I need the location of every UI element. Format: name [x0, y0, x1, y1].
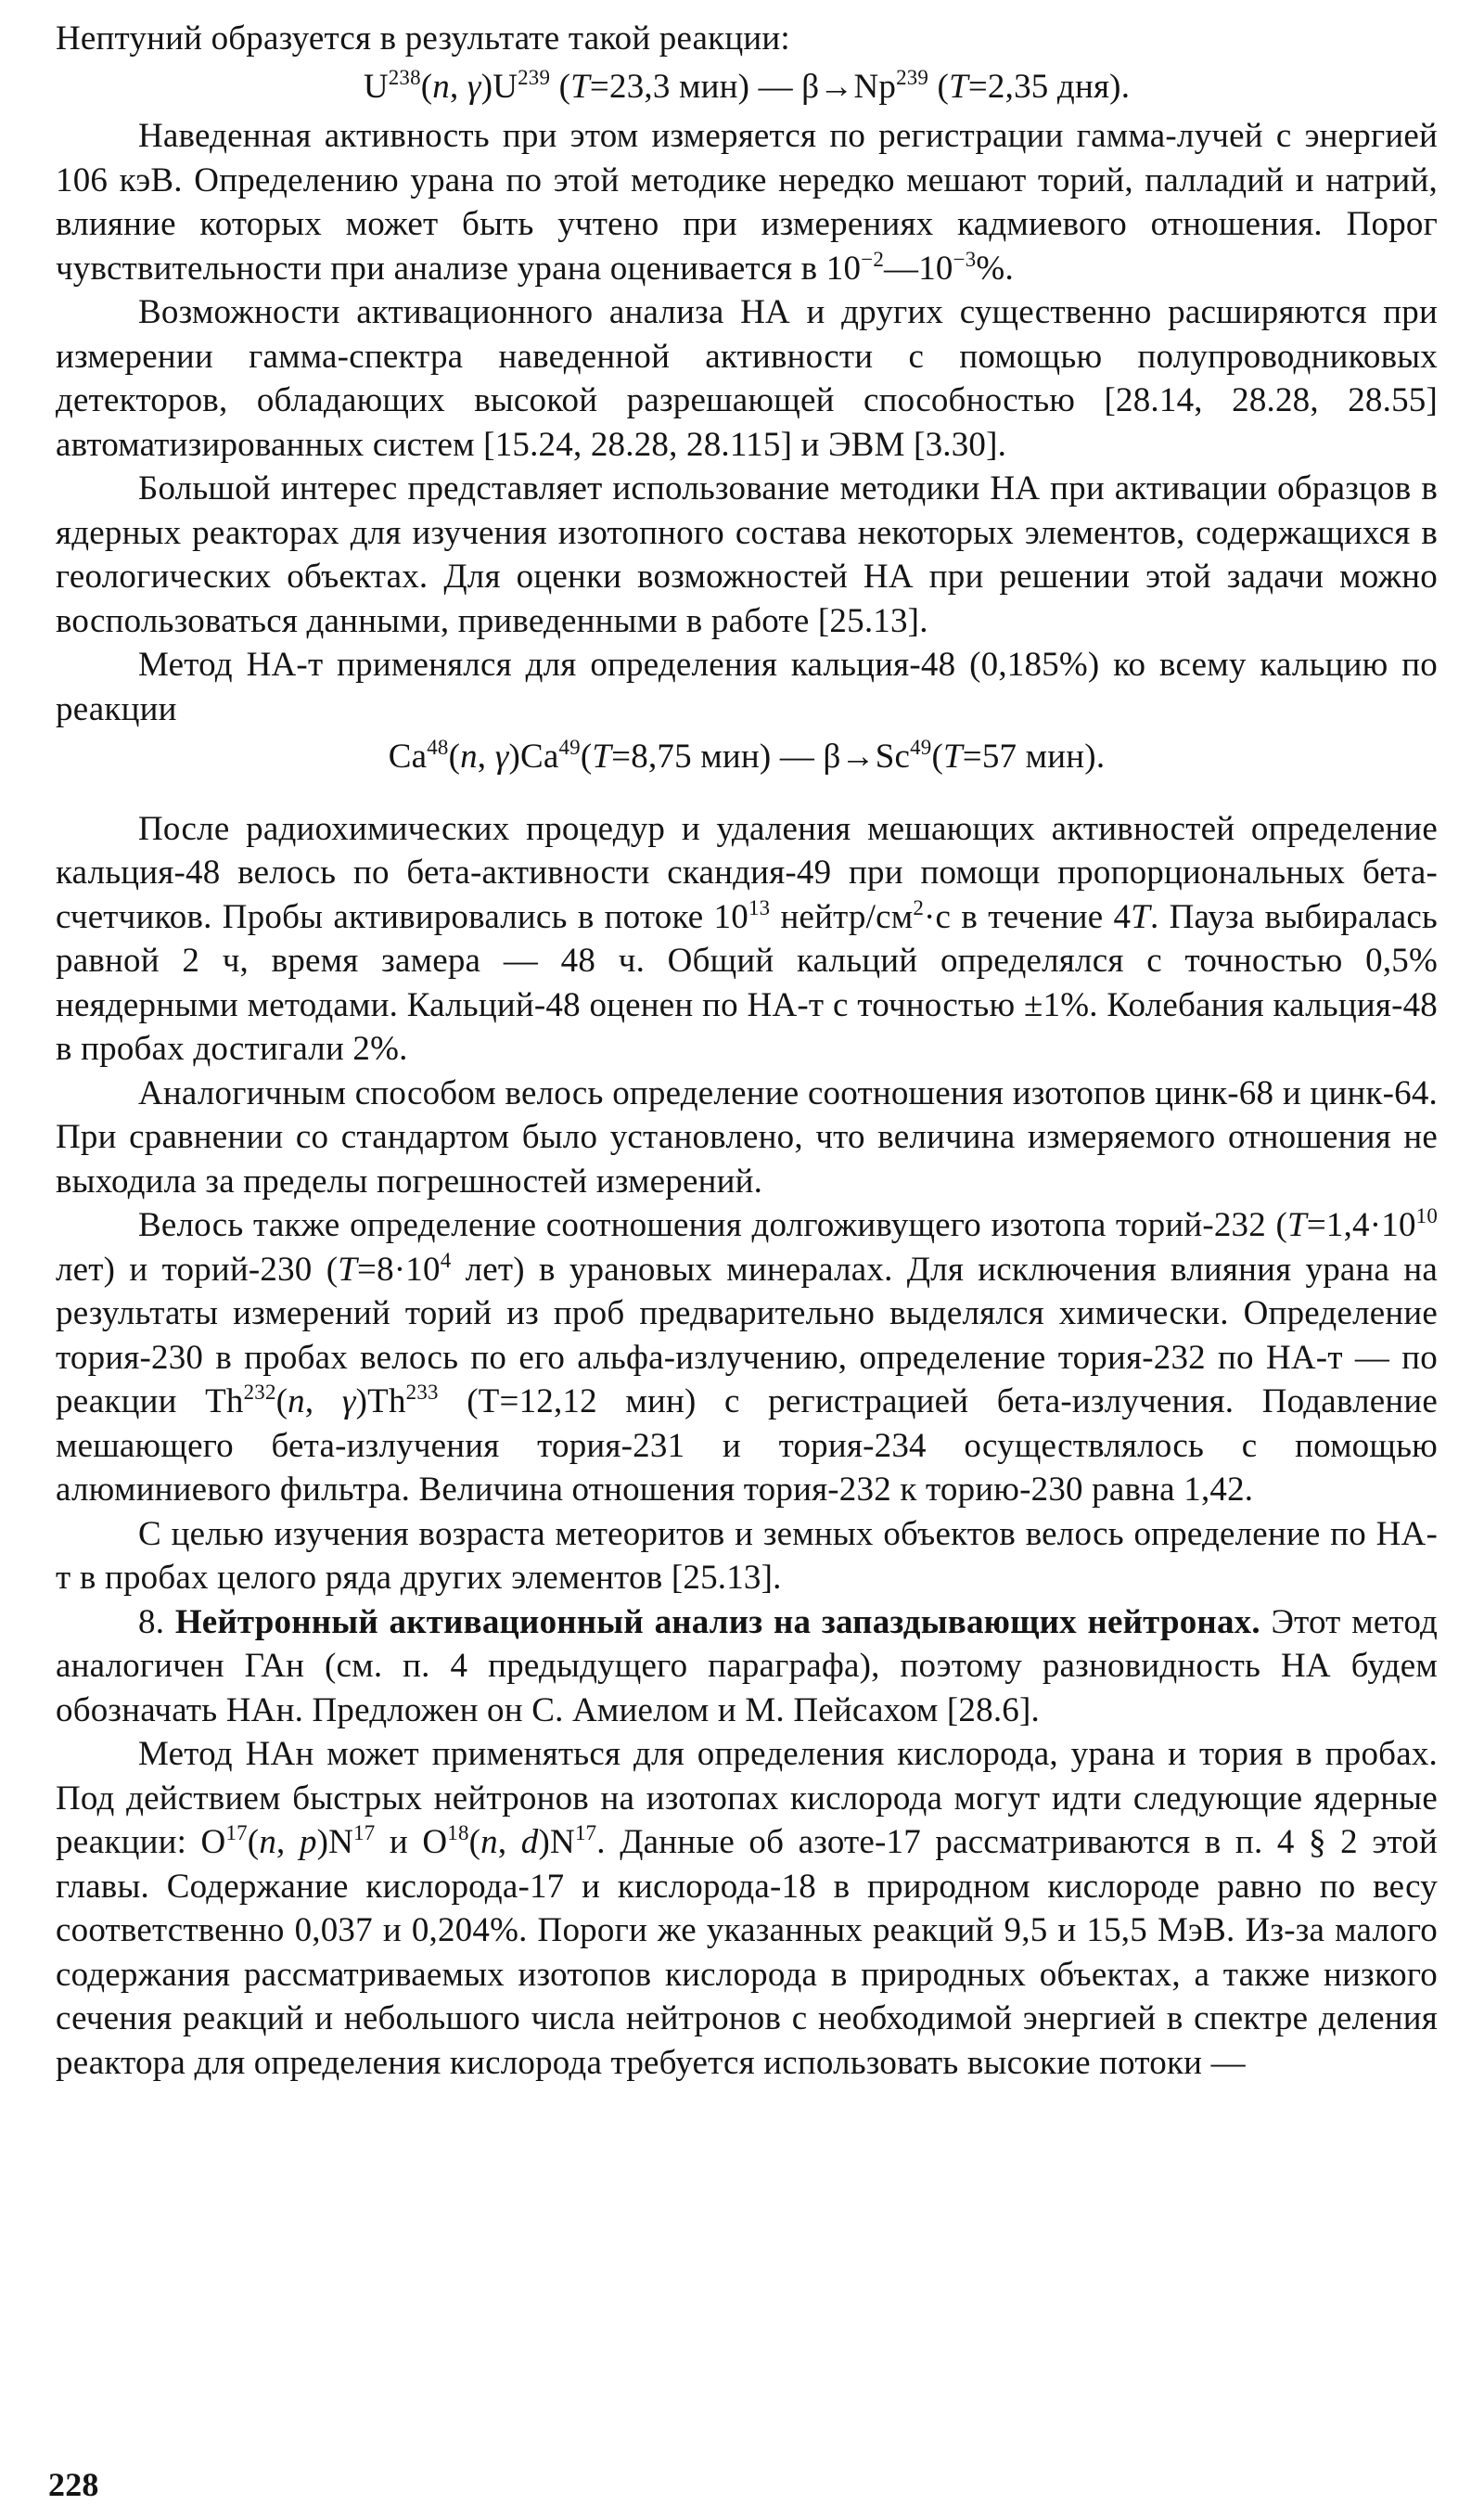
formula-calcium-reaction: Ca$^{48}$(n, $\gamma)Ca^{49}(T=8,75$ мин) — $\beta\to Sc^{49}(T=57$ мин).: [388, 735, 1106, 776]
paragraph-neptunium-intro: Нептуний образуется в результате такой реакции:: [56, 19, 790, 58]
paragraph-gamma-spectrum: Возможности активационного анализа НА и других существенно расширяются при измерении гамма-спектра наведенной активности с помощью полупроводниковых детекторов, обладающих высокой разрешающей способностью [28.14, 28.28, 28.55] автоматизированных систем [15.24, 28.28, 28.115] и ЭВМ [3.30].: [56, 293, 1438, 464]
paragraph-calcium-method: Метод НА-т применялся для определения кальция-48 (0,185%) ко всему кальцию по реакции: [56, 646, 1438, 728]
paragraph-thorium-isotopes: Велось также определение соотношения долгоживущего изотопа торий-232 ($T=1,4\cdot 10^{10}$ лет) и торий-230 ($T=8\cdot 10^4$ лет) в урановых минералах. Для исключения влияния урана на результаты измерений торий из проб предварительно выделялся химически. Определение тория-230 в пробах велось по его альфа-излучению, определение тория-232 по НА-т — по реакции Th$^{232}$(n, γ)Th$^{233}$ (T=12,12 мин) с регистрацией бета-излучения. Подавление мешающего бета-излучения тория-231 и тория-234 осуществлялось с помощью алюминиевого фильтра. Величина отношения тория-232 к торию-230 равна 1,42.: [56, 1203, 1439, 1509]
paragraph-meteorite-age: С целью изучения возраста метеоритов и земных объектов велось определение по НА-т в пробах целого ряда других элементов [25.13].: [56, 1514, 1438, 1597]
paragraph-zinc-isotopes: Аналогичным способом велось определение соотношения изотопов цинк-68 и цинк-64. При сравнении со стандартом было установлено, что величина измеряемого отношения не выходила за пределы погрешностей измерений.: [56, 1073, 1438, 1201]
formula-uranium-reaction: $U^{238}(n$, $\gamma)U^{239}$ (T=23,3 мин) — $\beta\to Np^{239}$ (T=2,35 дня).: [363, 65, 1131, 106]
paragraph-section-8-heading: 8. Нейтронный активационный анализ на запаздывающих нейтронах. Этот метод аналогичен ГАн (см. п. 4 предыдущего параграфа), поэтому разновидность НА будем обозначать НАн. Предложен он С. Амиелом и М. Пейсахом [28.6].: [56, 1602, 1438, 1729]
paragraph-isotope-composition: Большой интерес представляет использование методики НА при активации образцов в ядерных реакторах для изучения изотопного состава некоторых элементов, содержащихся в геологических объектах. Для оценки возможностей НА при решении этой задачи можно воспользоваться данными, приведенными в работе [25.13].: [56, 469, 1438, 640]
page-number: 228: [48, 2466, 99, 2503]
paragraph-radiochemical: После радиохимических процедур и удаления мешающих активностей определение кальция-48 велось по бета-активности скандия-49 при помощи пропорциональных бета-счетчиков. Пробы активировались в потоке $10^{13}$ нейтр/$см^2\cdot с$ в течение 4T. Пауза выбиралась равной 2 ч, время замера — 48 ч. Общий кальций определялся с точностью 0,5% неядерными методами. Кальций-48 оценен по НА-т с точностью ±1%. Колебания кальция-48 в пробах достигали 2%.: [56, 809, 1439, 1068]
paragraph-induced-activity: Наведенная активность при этом измеряется по регистрации гамма-лучей с энергией 106 кэВ. Определению урана по этой методике нередко мешают торий, палладий и натрий, влияние которых может быть учтено при измерениях кадмиевого отношения. Порог чувствительности при анализе урана оценивается в $10^{-2}—10^{-3}\%$.: [56, 117, 1438, 288]
paragraph-oxygen-method: Метод НАн может применяться для определения кислорода, урана и тория в пробах. Под действием быстрых нейтронов на изотопах кислорода могут идти следующие ядерные реакции: $O^{17}(n$, $p)N^{17}$ и $O^{18}(n$, $d)N^{17}$. Данные об азоте-17 рассматриваются в п. 4 § 2 этой главы. Содержание кислорода-17 и кислорода-18 в природном кислороде равно по весу соответственно 0,037 и 0,204%. Пороги же указанных реакций 9,5 и 15,5 МэВ. Из-за малого содержания рассматриваемых изотопов кислорода в природных объектах, а также низкого сечения реакций и небольшого числа нейтронов с необходимой энергией в спектре деления реактора для определения кислорода требуется использовать высокие потоки —: [56, 1735, 1438, 2082]
body-text: [56, 17, 1438, 2085]
